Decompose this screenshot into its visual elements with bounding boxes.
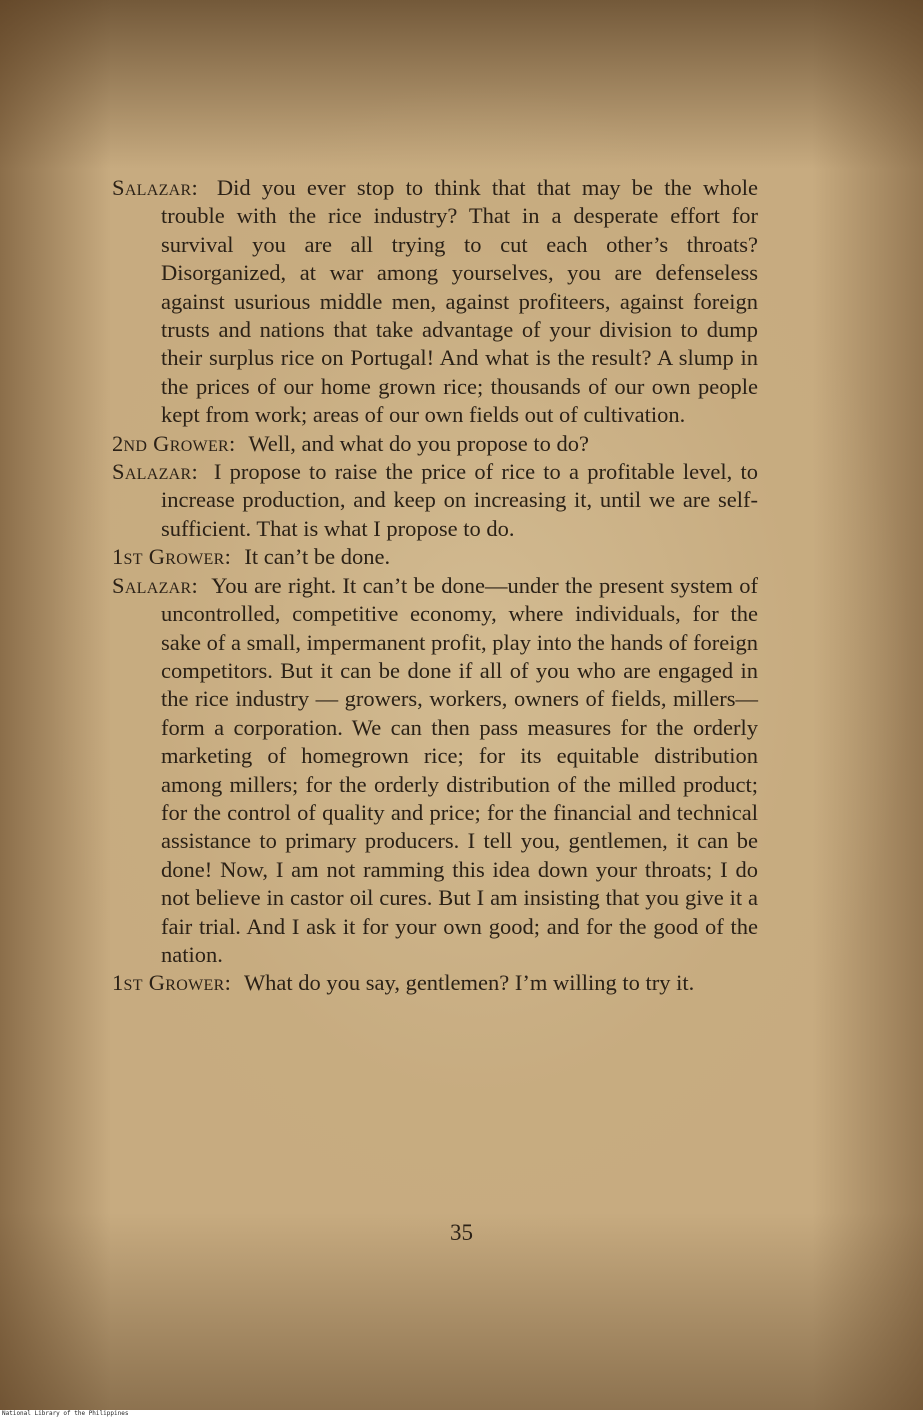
speaker-name: Salazar <box>112 175 192 200</box>
speaker-name: 1st Grower <box>112 970 225 996</box>
dialogue-entry: 1st Grower: What do you say, gentlemen? I’m willing to try it. <box>112 970 695 996</box>
dialogue-line: You are right. It can’t be done—under the present system of uncontrolled, competitive economy, where individuals, for the sake of a small, impermanent profit, play into the hands of foreign competitors. But it can be done if all of you who are engaged in the rice industry — growers, workers, owners of fields, millers—form a corporation. We can then pass measures for the orderly marketing of homegrown rice; for its equitable distribution among millers; for the orderly distribution of the milled product; for the control of quality and price; for the financial and technical assistance to primary producers. I tell you, gentlemen, it can be done! Now, I am not ramming this idea down your throats; I do not believe in castor oil cures. But I am insisting that you give it a fair trial. And I ask it for your own good; and for the good of the nation. <box>161 572 759 967</box>
speaker-name: 1st Grower <box>112 544 225 570</box>
dialogue-line: What do you say, gentlemen? I’m willing to try it. <box>243 970 695 996</box>
dialogue-entry: 1st Grower: It can’t be done. <box>112 544 391 570</box>
speaker-name: 2nd Grower <box>112 430 230 456</box>
dialogue-entry: 2nd Grower: Well, and what do you propose to do? <box>112 430 589 456</box>
speaker-name: Salazar <box>112 459 192 485</box>
speaker-name: Salazar <box>112 572 192 598</box>
dialogue-text <box>112 174 758 998</box>
dialogue-line: Well, and what do you propose to do? <box>248 430 589 456</box>
dialogue-entry: Salazar: You are right. It can’t be done—under the present system of uncontrolled, competitive economy, where individuals, for the sake of a small, impermanent profit, play into the hands of foreign competitors. But it can be done if all of you who are engaged in the rice industry — growers, workers, owners of fields, millers—form a corporation. We can then pass measures for the orderly marketing of homegrown rice; for its equitable distribution among millers; for the orderly distribution of the milled product; for the control of quality and price; for the financial and technical assistance to primary producers. I tell you, gentlemen, it can be done! Now, I am not ramming this idea down your throats; I do not believe in castor oil cures. But I am insisting that you give it a fair trial. And I ask it for your own good; and for the good of the nation. <box>112 572 759 967</box>
dialogue-entry: Salazar: Did you ever stop to think that that may be the whole trouble with the rice industry? That in a desperate effort for survival you are all trying to cut each other’s throats? Disorganized, at war among yourselves, you are defenseless against usurious middle men, against profiteers, against foreign trusts and nations that take advantage of your division to dump their surplus rice on Portugal! And what is the result? A slump in the prices of our home grown rice; thousands of our own people kept from work; areas of our own fields out of cultivation. <box>112 175 759 428</box>
dialogue-line: I propose to raise the price of rice to a profitable level, to increase production, and keep on increasing it, until we are self-sufficient. That is what I propose to do. <box>161 459 759 541</box>
dialogue-line: It can’t be done. <box>244 544 391 570</box>
dialogue-line: Did you ever stop to think that that may be the whole trouble with the rice industry? That in a desperate effort for survival you are all trying to cut each other’s throats? Disorganized, at war among yourselves, you are defenseless against usurious middle men, against profiteers, against foreign trusts and nations that take advantage of your division to dump their surplus rice on Portugal! And what is the result? A slump in the prices of our home grown rice; thousands of our own people kept from work; areas of our own fields out of cultivation. <box>161 175 759 428</box>
library-footer: National Library of the Philippines <box>2 1410 129 1417</box>
dialogue-entry: Salazar: I propose to raise the price of rice to a profitable level, to increase production, and keep on increasing it, until we are self-sufficient. That is what I propose to do. <box>112 459 759 541</box>
page-number: 35 <box>450 1220 473 1245</box>
